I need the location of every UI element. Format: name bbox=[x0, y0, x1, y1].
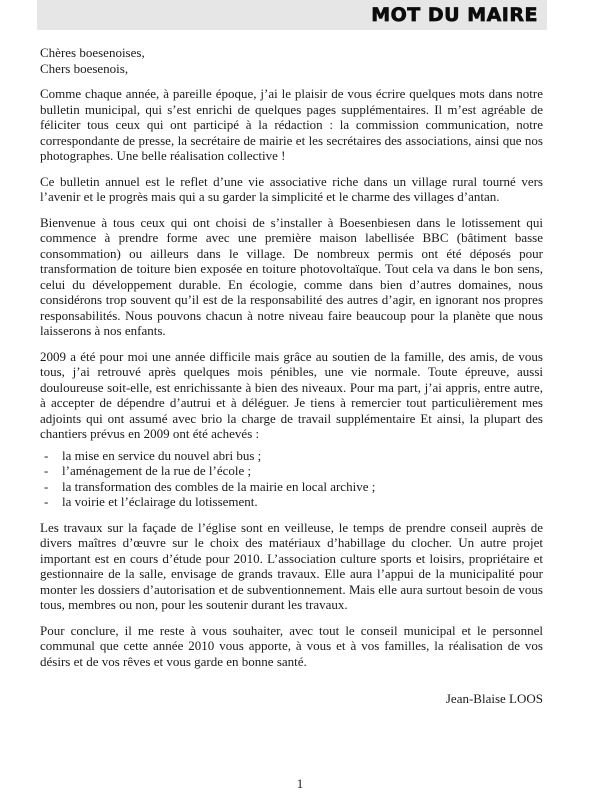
list-item bbox=[40, 448, 543, 464]
paragraph-travaux: Les travaux sur la façade de l’église sont en veilleuse, le temps de prendre conseil auprès de divers maîtres d’œuvre sur le choix des matériaux d’habillage du clocher. Un autre projet important est en cours d’étude pour 2010. L’association culture sports et loisirs, propriétaire et gestionnaire de la salle, envisage de grands travaux. Elle aura l’appui de la municipalité pour monter les dossiers d’autorisation et de subventionnement. Mais elle aura surtout besoin de vous tous, membres ou non, pour les soutenir durant les travaux. bbox=[40, 519, 543, 612]
paragraph-intro: Comme chaque année, à pareille époque, j’ai le plaisir de vous écrire quelques mots dans notre bulletin municipal, qui s’est enrichi de quelques pages supplémentaires. Il m’est agréable de féliciter tous ceux qui ont participé à la rédaction : la commission communication, notre correspondante de presse, la secrétaire de mairie et les secrétaires des associations, ainsi que nos photographes. Une belle réalisation collective ! bbox=[40, 86, 543, 163]
list-item bbox=[40, 479, 543, 495]
header-band bbox=[37, 0, 547, 30]
paragraph-2009: 2009 a été pour moi une année difficile mais grâce au soutien de la famille, des amis, de vous tous, j’ai retrouvé après quelques mois pénibles, une vie normale. Toute épreuve, aussi douloureuse soit-elle, est enrichissante à bien des niveaux. Pour ma part, j’ai appris, entre autre, à accepter de dépendre d’autrui et à déléguer. Je tiens à remercier tout particulièrement mes adjoints qui ont assumé avec brio la charge de travail supplémentaire Et ainsi, la plupart des chantiers prévus en 2009 ont été achevés : bbox=[40, 348, 543, 441]
paragraph-bulletin: Ce bulletin annuel est le reflet d’une vie associative riche dans un village rural tourné vers l’avenir et le progrès mais qui a su garder la simplicité et le charme des villages d’antan. bbox=[40, 173, 543, 204]
salutation bbox=[40, 45, 543, 76]
list-item-marker: - bbox=[44, 463, 49, 478]
salutation-line-1: Chères boesenoises, bbox=[40, 45, 145, 60]
paragraph-bienvenue: Bienvenue à tous ceux qui ont choisi de s’installer à Boesenbiesen dans le lotissement qui commence à prendre forme avec une première maison labellisée BBC (bâtiment basse consommation) ou ailleurs dans le village. De nombreux permis ont été déposés pour transformation de toiture bien exposée en toiture photovoltaïque. Tout cela va dans le bon sens, celui du développement durable. En écologie, comme dans bien d’autres domaines, nous considérons trop souvent qu’il est de la responsabilité des autres d’agir, en ignorant nos propres responsabilités. Nous pouvons chacun à notre niveau faire beaucoup pour la planète que nous laisserons à nos enfants. bbox=[40, 214, 543, 338]
salutation-line-2: Chers boesenois, bbox=[40, 60, 129, 76]
list-item bbox=[40, 494, 543, 510]
list-item bbox=[40, 463, 543, 479]
list-item-text: l’aménagement de la rue de l’école ; bbox=[62, 463, 252, 478]
page-title: MOT DU MAIRE bbox=[371, 4, 538, 26]
list-item-marker: - bbox=[44, 478, 49, 494]
list-item-text: la voirie et l’éclairage du lotissement. bbox=[62, 494, 258, 509]
achievements-list bbox=[40, 448, 543, 510]
letter-body bbox=[40, 45, 543, 707]
list-item-marker: - bbox=[44, 447, 49, 463]
list-item-marker: - bbox=[44, 494, 49, 509]
paragraph-conclusion: Pour conclure, il me reste à vous souhaiter, avec tout le conseil municipal et le personnel communal que cette année 2010 vous apporte, à vous et à vos familles, la réalisation de vos désirs et de vos rêves et vous garde en bonne santé. bbox=[40, 622, 543, 669]
signature: Jean-Blaise LOOS bbox=[445, 691, 543, 706]
page-number: 1 bbox=[296, 776, 304, 791]
list-item-text: la mise en service du nouvel abri bus ; bbox=[62, 447, 262, 463]
list-item-text: la transformation des combles de la mairie en local archive ; bbox=[62, 478, 376, 494]
